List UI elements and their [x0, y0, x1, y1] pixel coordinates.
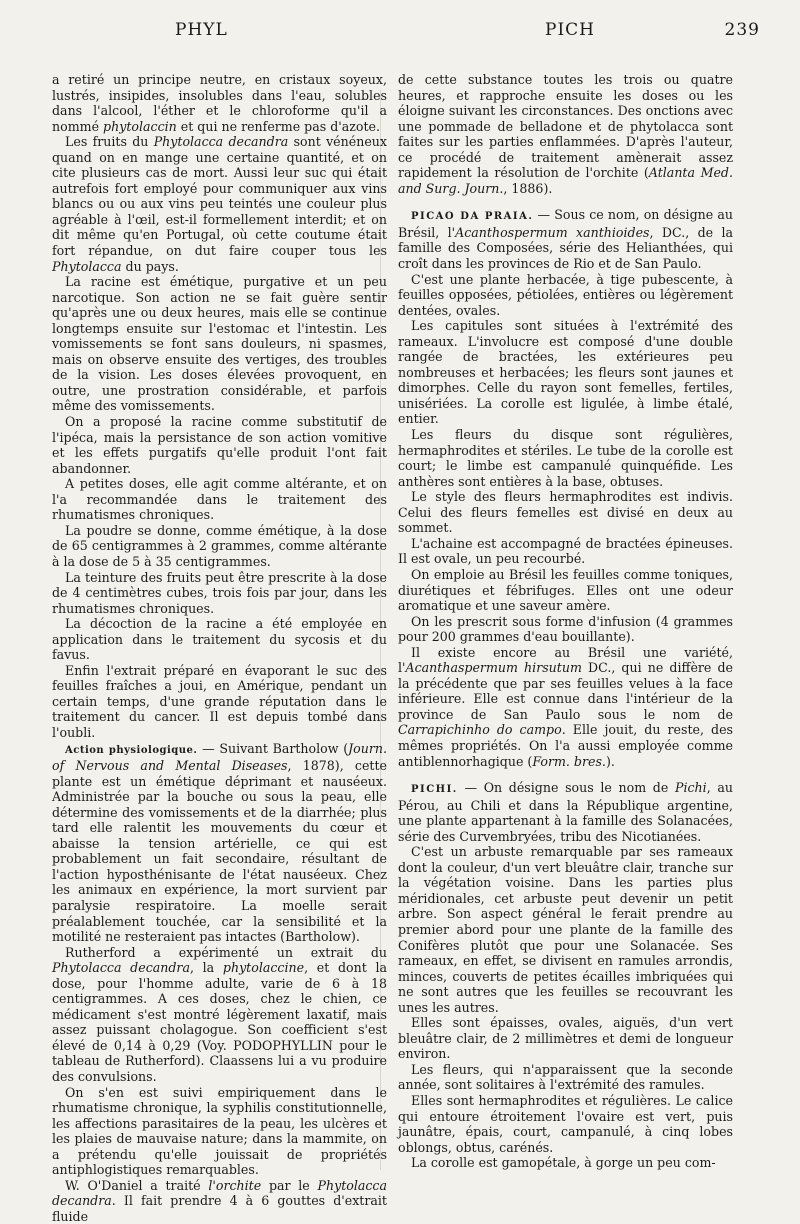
entry-pichi: PICHI. — On désigne sous le nom de Pichi, au Pérou, au Chili et dans la République argentine, une plante appartenant à la famille des Solanacées, série des Curvembryées, tribu des Nicotianées. — [398, 780, 733, 844]
paragraph: On les prescrit sous forme d'infusion (4 grammes pour 200 grammes d'eau bouillante). — [398, 613, 733, 645]
paragraph: C'est un arbuste remarquable par ses rameaux dont la couleur, d'un vert bleuâtre clair, tranche sur la végétation voisine. Dans les parties plus méridionales, cet arbuste peut devenir un petit arbre. Son aspect général le ferait prendre au premier abord pour une plante de la famille des Conifères plutôt que pour une Solanacée. Ses rameaux, en effet, se divisent en ramules arrondis, minces, couverts de petites écailles imbriquées qui ne sont autres que les feuilles se recouvrant les unes les autres. — [398, 844, 733, 1015]
paragraph: La racine est émétique, purgative et un peu narcotique. Son action ne se fait guère sentir qu'après une ou deux heures, mais elle se continue longtemps ensuite sur l'estomac et l'intestin. Les vomissements se font sans douleurs, ni spasmes, mais on observe ensuite des vertiges, des troubles de la vision. Les doses élevées provoquent, en outre, une prostration considérable, et parfois même des vomissements. — [52, 274, 387, 414]
running-head-center: PICH — [545, 20, 595, 40]
paragraph: Les capitules sont situées à l'extrémité des rameaux. L'involucre est composé d'une double rangée de bractées, les extérieures peu nombreuses et herbacées; les fleurs sont jaunes et dimorphes. Celle du rayon sont femelles, fertiles, unisériées. La corolle est ligulée, à limbe étalé, entier. — [398, 318, 733, 427]
paragraph: On emploie au Brésil les feuilles comme toniques, diurétiques et fébrifuges. Elles ont une odeur aromatique et une saveur amère. — [398, 566, 733, 614]
paragraph: a retiré un principe neutre, en cristaux soyeux, lustrés, insipides, insolubles dans l'eau, solubles dans l'alcool, l'éther et le chloroforme qu'il a nommé phytolaccin et qui ne renferme pas d'azote. — [52, 72, 387, 134]
entry-heading: PICHI. — [411, 784, 458, 796]
paragraph: La corolle est gamopétale, à gorge un peu com- — [411, 1155, 716, 1171]
running-head-left: PHYL — [175, 20, 228, 40]
paragraph: Enfin l'extrait préparé en évaporant le suc des feuilles fraîches a joui, en Amérique, pendant un certain temps, d'une grande réputation dans le traitement du cancer. Il est depuis tombé dans l'oubli. — [52, 662, 387, 740]
paragraph: Le style des fleurs hermaphrodites est indivis. Celui des fleurs femelles est divisé en deux au sommet. — [398, 489, 733, 536]
paragraph: La poudre se donne, comme émétique, à la dose de 65 centigrammes à 2 grammes, comme altérante à la dose de 5 à 35 centigrammes. — [52, 522, 387, 569]
paragraph: Il existe encore au Brésil une variété, l'Acanthaspermum hirsutum DC., qui ne diffère de la précédente que par ses feuilles velues à la face inférieure. Elle est connue dans l'intérieur de la province de San Paulo sous le nom de Carrapichinho do campo. Elle jouit, du reste, des mêmes propriétés. On l'a aussi employée comme antiblennorhagique (Form. bres.). — [398, 644, 734, 769]
entry-picao-da-praia: PICAO DA PRAIA. — Sous ce nom, on désigne au Brésil, l'Acanthospermum xanthioides, DC., de la famille des Composées, série des Helianthées, qui croît dans les provinces de Rio et de San Paulo. — [398, 207, 734, 272]
paragraph: Rutherford a expérimenté un extrait du Phytolacca decandra, la phytolaccine, et dont la dose, pour l'homme adulte, varie de 6 à 18 centigrammes. A ces doses, chez le chien, ce médicament s'est montré légèrement laxatif, mais assez puissant cholagogue. Son coefficient s'est élevé de 0,14 à 0,29 (Voy. PODOPHYLLIN pour le tableau de Rutherford). Claassens lui a vu produire des convulsions. — [52, 944, 387, 1084]
paragraph: Action physiologique. — Suivant Bartholow (Journ. of Nervous and Mental Diseases, 1878), cette plante est un émétique déprimant et nauséeux. Administrée par la bouche ou sous la peau, elle détermine des vomissements et de la diarrhée; plus tard elle ralentit les mouvements du cœur et abaisse la tension artérielle, ce qui est probablement un fait secondaire, résultant de l'action hyposthénisante de l'état nauséeux. Chez les animaux en expérience, la mort survient par paralysie respiratoire. La moelle serait préalablement touchée, car la sensibilité et la motilité ne resteraient pas intactes (Bartholow). — [52, 740, 388, 945]
paragraph: A petites doses, elle agit comme altérante, et on l'a recommandée dans le traitement des rhumatismes chroniques. — [52, 476, 387, 523]
paragraph: La décoction de la racine a été employée en application dans le traitement du sycosis et du favus. — [52, 616, 387, 663]
paragraph: Elles sont épaisses, ovales, aiguës, d'un vert bleuâtre clair, de 2 millimètres et demi de longueur environ. — [398, 1015, 733, 1062]
paragraph: Elles sont hermaphrodites et régulières. Le calice qui entoure étroitement l'ovaire est vert, puis jaunâtre, épais, court, campanulé, à cinq lobes oblongs, obtus, carénés. — [398, 1093, 733, 1155]
paragraph: C'est une plante herbacée, à tige pubescente, à feuilles opposées, pétiolées, entières ou légèrement dentées, ovales. — [398, 271, 733, 318]
paragraph: Les fleurs, qui n'apparaissent que la seconde année, sont solitaires à l'extrémité des ramules. — [398, 1061, 733, 1093]
paragraph: On a proposé la racine comme substitutif de l'ipéca, mais la persistance de son action vomitive et les effets purgatifs qu'elle produit l'ont fait abandonner. — [52, 414, 387, 476]
paragraph: L'achaine est accompagné de bractées épineuses. Il est ovale, un peu recourbé. — [398, 535, 733, 567]
paragraph: Les fleurs du disque sont régulières, hermaphrodites et stériles. Le tube de la corolle est court; le limbe est campanulé quinquéfide. Les anthères sont entières à la base, obtuses. — [398, 427, 733, 489]
paragraph: W. O'Daniel a traité l'orchite par le Phytolacca decandra. Il fait prendre 4 à 6 gouttes d'extrait fluide — [52, 1177, 387, 1224]
paragraph: La teinture des fruits peut être prescrite à la dose de 4 centimètres cubes, trois fois par jour, dans les rhumatismes chroniques. — [52, 569, 387, 616]
right-column — [398, 72, 733, 1171]
section-heading: Action physiologique. — [65, 744, 198, 756]
paragraph: Les fruits du Phytolacca decandra sont vénéneux quand on en mange une certaine quantité, et on cite plusieurs cas de mort. Aussi leur suc qui était autrefois fort employé pour communiquer aux vins blancs ou ou aux vins peu teintés une couleur plus agréable à l'œil, est-il formellement interdit; et on dit même qu'en Portugal, où cette coutume était fort répandue, on dut faire couper tous les Phytolacca du pays. — [52, 134, 387, 274]
paragraph: de cette substance toutes les trois ou quatre heures, et rapproche ensuite les doses ou les éloigne suivant les circonstances. Des onctions avec une pommade de belladone et de phytolacca sont faites sur les parties enflammées. D'après l'auteur, ce procédé de traitement amènerait assez rapidement la résolution de l'orchite (Atlanta Med. and Surg. Journ., 1886). — [398, 72, 733, 196]
entry-heading: PICAO DA PRAIA. — [411, 211, 534, 223]
left-column — [52, 72, 387, 1224]
paragraph: On s'en est suivi empiriquement dans le rhumatisme chronique, la syphilis constitutionnelle, les affections parasitaires de la peau, les ulcères et les plaies de mauvaise nature; dans la mammite, on a prétendu qu'elle jouissait de propriétés antiphlogistiques remarquables. — [52, 1084, 387, 1178]
page-number: 239 — [724, 20, 760, 40]
